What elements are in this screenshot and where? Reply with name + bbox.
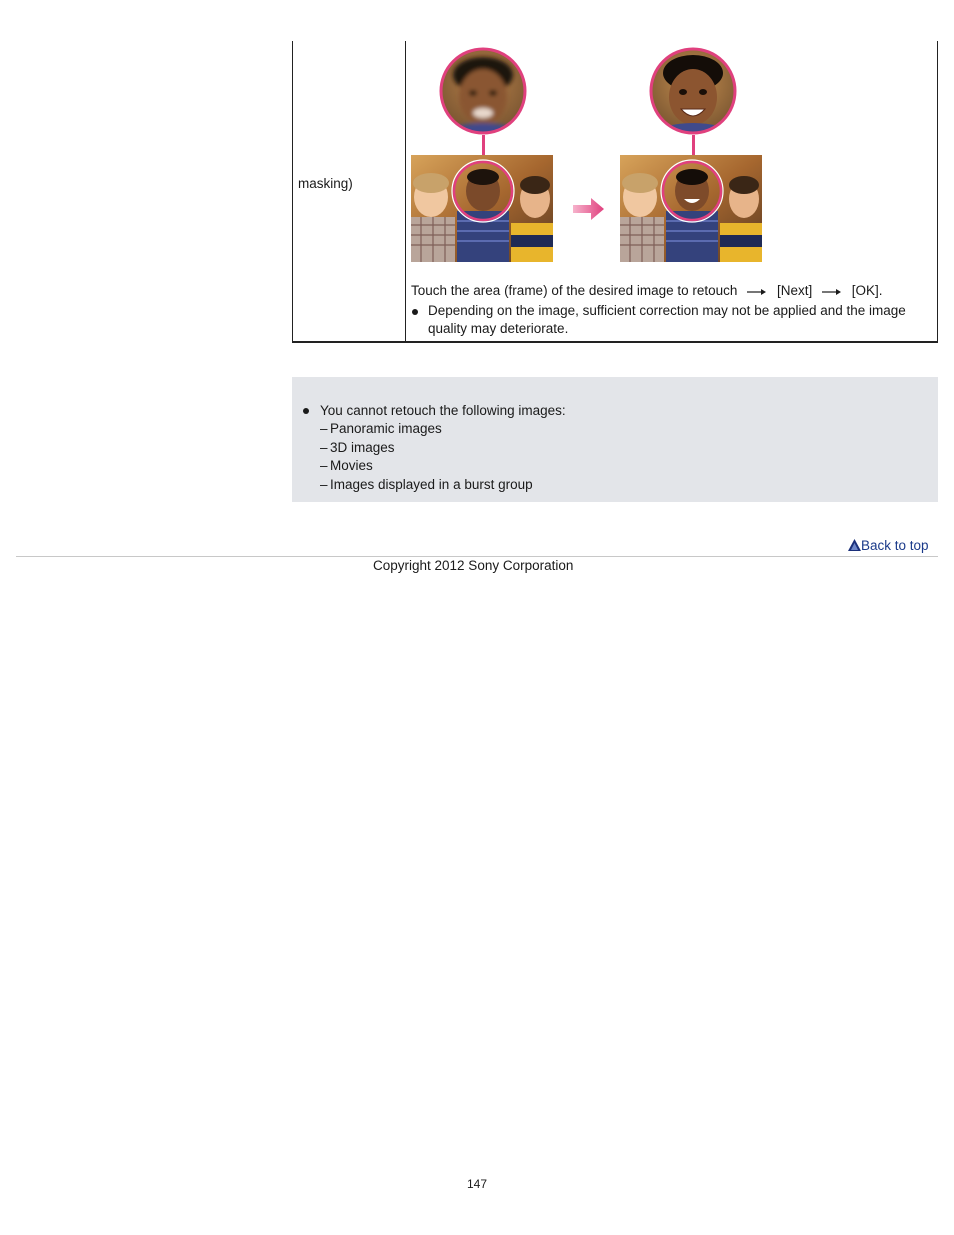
dash-icon: – [320,421,328,436]
dash-icon: – [320,458,328,473]
table-bullet-line1: Depending on the image, sufficient correction may not be applied and the image [428,303,906,318]
table-bullet-line2: quality may deteriorate. [428,321,569,336]
note-intro: You cannot retouch the following images: [320,403,566,418]
right-arrow-icon [822,284,842,299]
table-label-cell: masking) [298,176,353,191]
dash-icon: – [320,440,328,455]
bullet-icon [303,408,309,414]
table-border-middle [405,41,406,342]
before-retouch-photo [411,155,553,262]
page-number: 147 [466,1177,488,1191]
note-item: – 3D images [320,440,395,455]
back-to-top-link[interactable]: Back to top [848,538,929,554]
triangle-up-icon [848,539,861,554]
instruction-line [411,283,883,299]
footer-divider [16,556,938,557]
instruction-part3: [OK]. [851,283,883,298]
table-border-bottom [292,341,938,343]
instruction-part1: Touch the area (frame) of the desired image to retouch [411,283,738,298]
instruction-part2: [Next] [776,283,813,298]
dash-icon: – [320,477,328,492]
after-magnified-face [647,45,739,137]
bullet-icon [412,309,418,315]
before-magnified-face [437,45,529,137]
note-box [292,377,938,502]
note-item: – Panoramic images [320,421,442,436]
after-retouch-photo [620,155,762,262]
table-border-left [292,41,293,342]
pink-arrow-icon [573,197,605,224]
note-item: – Images displayed in a burst group [320,477,533,492]
note-item: – Movies [320,458,373,473]
table-border-right [937,41,938,342]
right-arrow-icon [747,284,767,299]
copyright-text: Copyright 2012 Sony Corporation [373,558,574,573]
